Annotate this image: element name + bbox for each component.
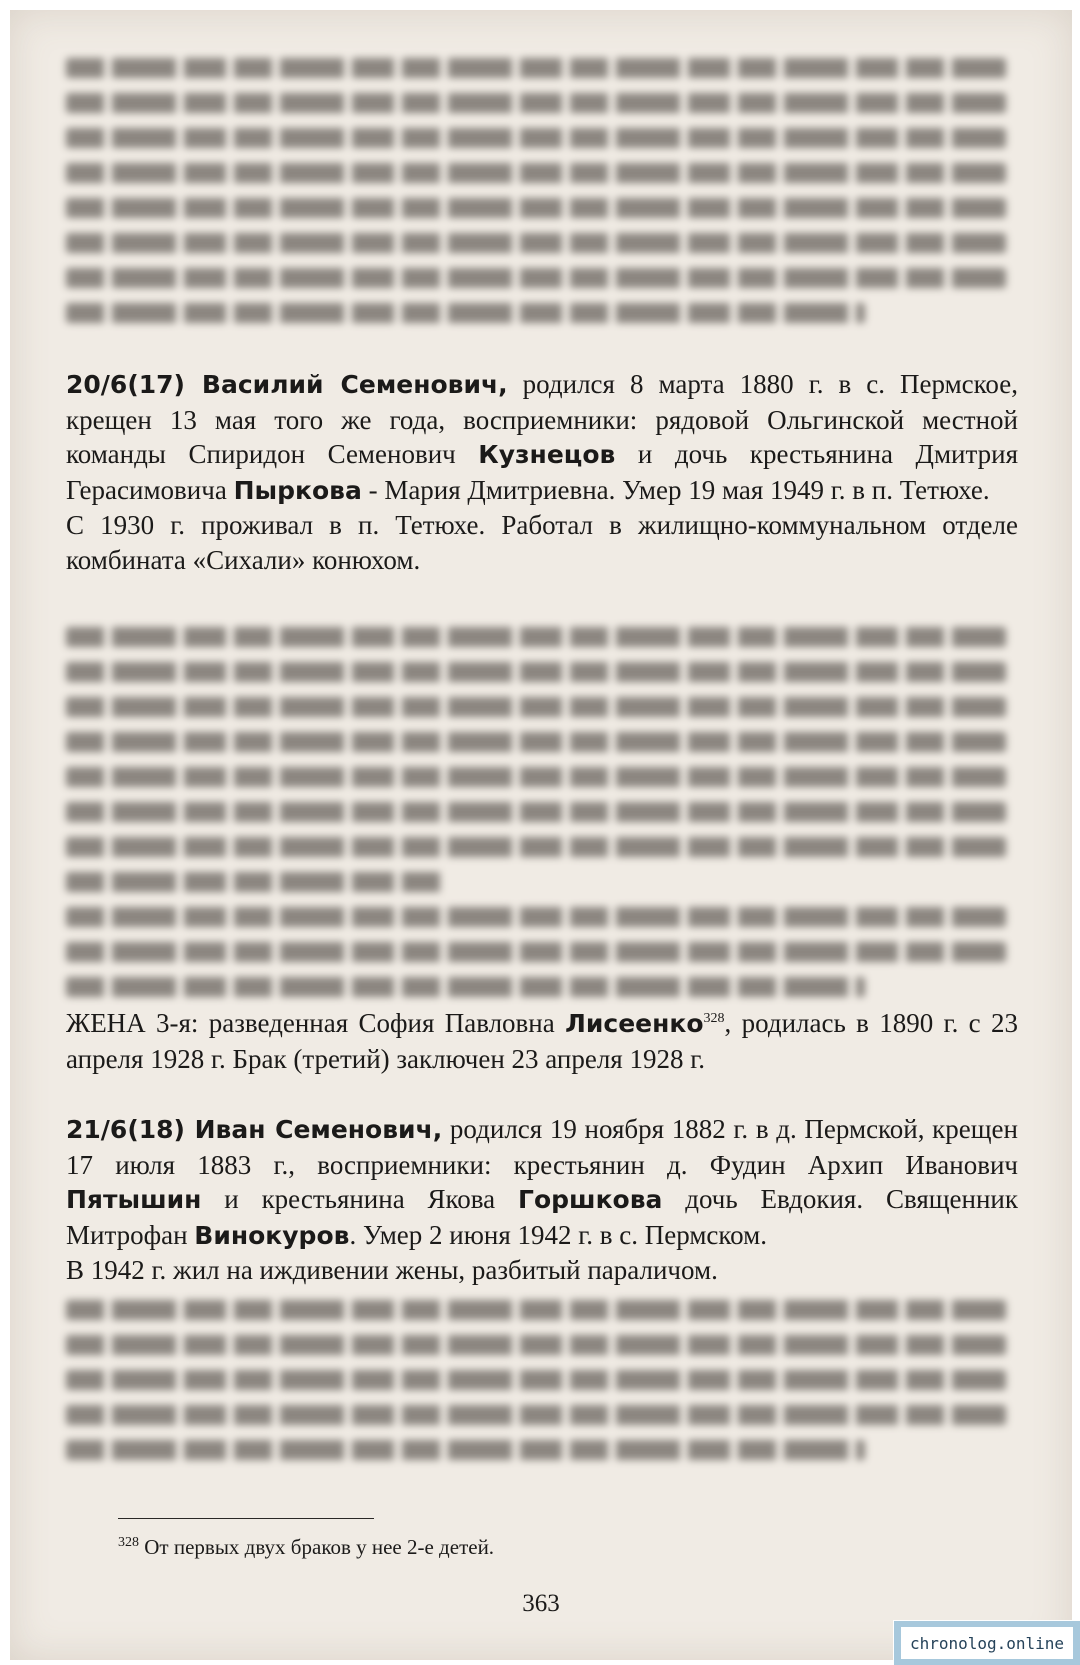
entry-21-paragraph-2: В 1942 г. жил на иждивении жены, разбитый параличом. [66, 1255, 718, 1285]
page-number: 363 [522, 1590, 560, 1617]
footnote-ref: 328 [703, 1011, 725, 1026]
entry-21-paragraph: 21/6(18) Иван Семенович, родился 19 ноября 1882 г. в д. Пермской, крещен 17 июля 1883 г., восприемники: крестьянин д. Фудин Архип Иванович Пятышин и крестьянина Якова Горшкова дочь Евдокия. Священник Митрофан Винокуров. Умер 2 июня 1942 г. в с. Пермском. [66, 1114, 1018, 1250]
entry-20-paragraph-2: С 1930 г. проживал в п. Тетюхе. Работал в жилищно-коммунальном отделе комбината «Сихали» конюхом. [66, 510, 1018, 575]
surname: Винокуров [194, 1220, 350, 1250]
footnote-number: 328 [118, 1535, 139, 1550]
footnote-text: От первых двух браков у нее 2-е детей. [139, 1535, 495, 1559]
book-page [10, 10, 1072, 1660]
entry-20 [66, 367, 1018, 577]
surname: Лисеенко [565, 1009, 704, 1038]
wife-3-paragraph: ЖЕНА 3-я: разведенная София Павловна Лисеенко$^{328}$, родилась в 1890 г. с 23 апреля 1928 г. Брак (третий) заключен 23 апреля 1928 г. [66, 1008, 1018, 1074]
watermark-text: chronolog.online [901, 1627, 1073, 1659]
entry-21 [66, 1112, 1018, 1288]
footnote-rule [118, 1518, 374, 1519]
entry-20-heading: 20/6(17) Василий Семенович, [66, 370, 508, 399]
blurred-text-top [66, 58, 1006, 338]
entry-21-heading: 21/6(18) Иван Семенович, [66, 1115, 443, 1144]
surname: Пятышин [66, 1185, 202, 1214]
blurred-text-bottom [66, 1300, 1006, 1475]
surname: Кузнецов [478, 440, 616, 469]
surname: Пыркова [233, 475, 362, 505]
wife-3 [66, 1006, 1018, 1076]
footnote [118, 1535, 494, 1560]
watermark-badge[interactable] [893, 1620, 1080, 1665]
surname: Горшкова [518, 1185, 663, 1214]
blurred-text-middle [66, 627, 1006, 1012]
entry-20-paragraph: 20/6(17) Василий Семенович, родился 8 марта 1880 г. в с. Пермское, крещен 13 мая того же года, восприемники: рядовой Ольгинской местной команды Спиридон Семенович Кузнецов и дочь крестьянина Дмитрия Герасимовича Пыркова - Мария Дмитриевна. Умер 19 мая 1949 г. в п. Тетюхе. [66, 369, 1019, 505]
